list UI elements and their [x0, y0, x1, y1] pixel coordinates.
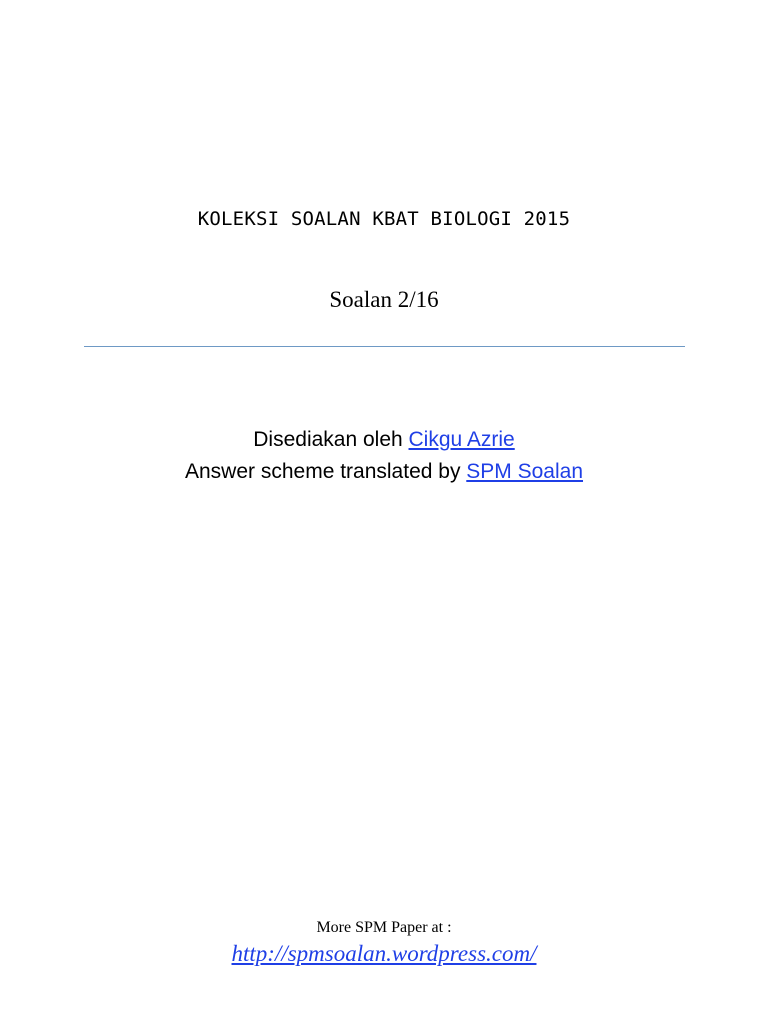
footer-label: More SPM Paper at : [316, 919, 452, 936]
spm-soalan-link[interactable]: SPM Soalan [466, 460, 584, 483]
horizontal-divider [84, 346, 685, 347]
footer-link-line [0, 938, 768, 970]
cikgu-azrie-link[interactable]: Cikgu Azrie [408, 428, 515, 451]
prepared-by-line [0, 424, 768, 456]
translated-by-label: Answer scheme translated by [184, 460, 467, 483]
prepared-by-label: Disediakan oleh [253, 428, 409, 451]
footer-url-link[interactable]: http://spmsoalan.wordpress.com/ [231, 941, 537, 966]
page-title: KOLEKSI SOALAN KBAT BIOLOGI 2015 [197, 208, 571, 230]
credits-block [0, 424, 768, 488]
translated-by-line [0, 456, 768, 488]
question-number: Soalan 2/16 [329, 287, 439, 312]
